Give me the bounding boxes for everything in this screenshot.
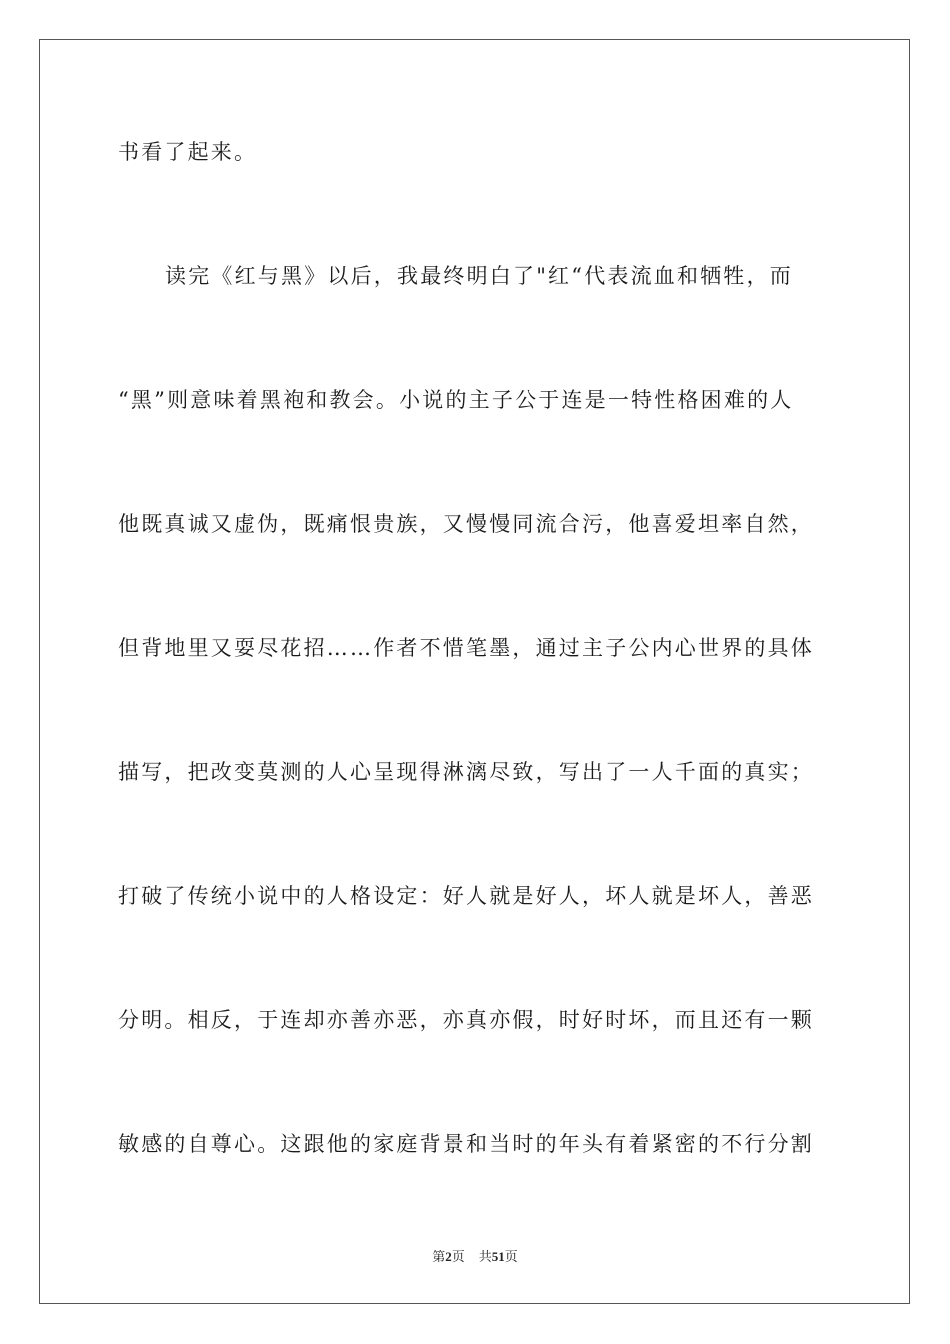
text-line: 描写，把改变莫测的人心呈现得淋漓尽致，写出了一人千面的真实；	[118, 760, 814, 784]
page-prefix: 第	[432, 1249, 446, 1264]
total-suffix: 页	[504, 1249, 518, 1264]
page-footer	[0, 1246, 950, 1265]
text-line: 他既真诚又虚伪，既痛恨贵族，又慢慢同流合污，他喜爱坦率自然，	[118, 512, 814, 536]
page-suffix: 页	[451, 1249, 465, 1264]
text-line: “黑”则意味着黑袍和教会。小说的主子公于连是一特性格困难的人	[118, 388, 794, 412]
current-page-number: 2	[445, 1249, 452, 1264]
total-prefix: 共	[478, 1249, 492, 1264]
total-page-count: 51	[491, 1249, 505, 1264]
text-line: 敏感的自尊心。这跟他的家庭背景和当时的年头有着紧密的不行分割	[118, 1132, 814, 1156]
text-line: 但背地里又耍尽花招……作者不惜笔墨，通过主子公内心世界的具体	[118, 636, 814, 660]
paragraph-start-line: 读完《红与黑》以后，我最终明白了"红“代表流血和牺牲，而	[165, 264, 793, 288]
text-line: 书看了起来。	[118, 140, 258, 164]
text-line: 分明。相反，于连却亦善亦恶，亦真亦假，时好时坏，而且还有一颗	[118, 1008, 814, 1032]
page-frame	[39, 39, 910, 1304]
text-line: 打破了传统小说中的人格设定：好人就是好人，坏人就是坏人，善恶	[118, 884, 814, 908]
